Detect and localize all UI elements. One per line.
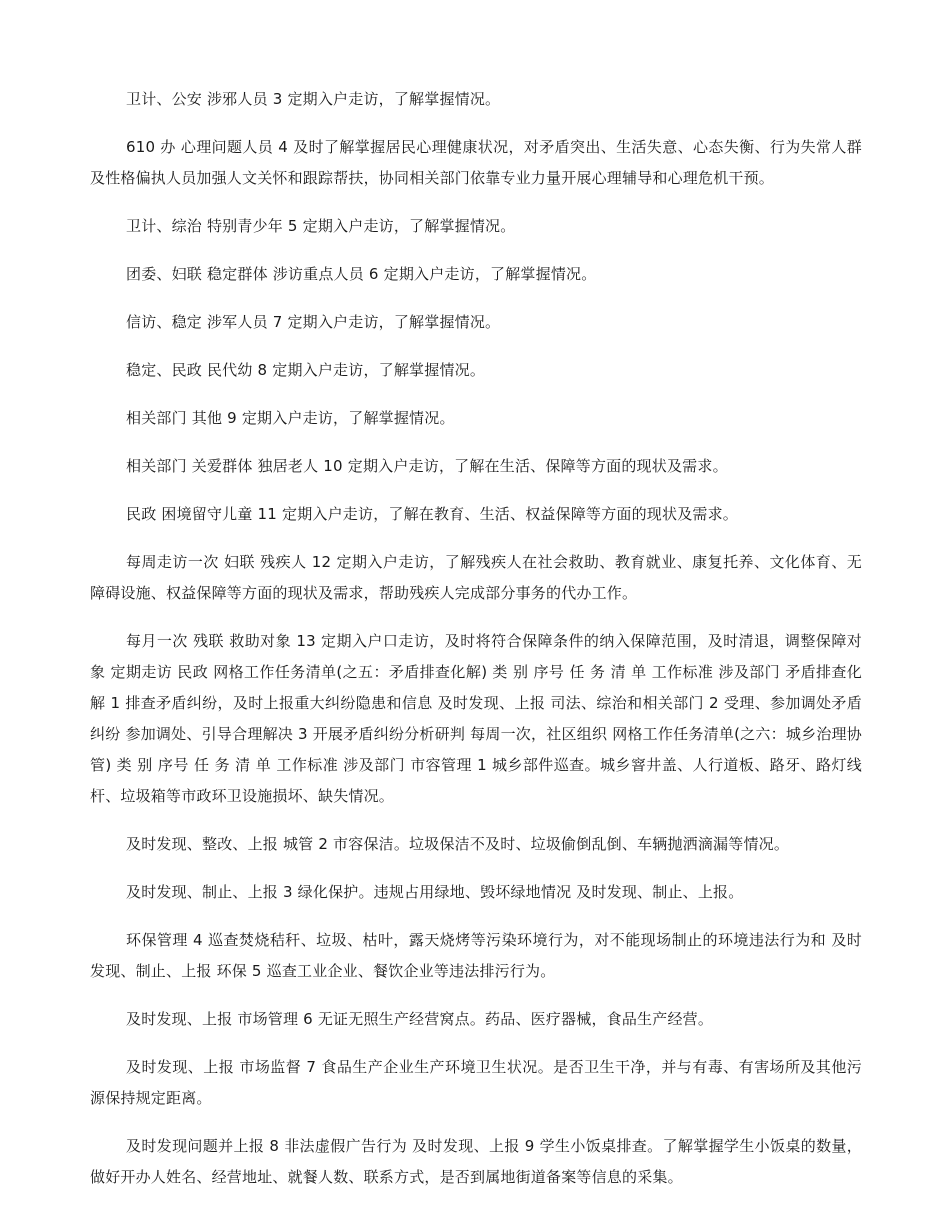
paragraph: 及时发现、上报 市场管理 6 无证无照生产经营窝点。药品、医疗器械，食品生产经营。 [126,1010,714,1028]
paragraph: 民政 困境留守儿童 11 定期入户走访，了解在教育、生活、权益保障等方面的现状及需求。 [126,505,738,523]
paragraph: 及时发现、上报 市场监督 7 食品生产企业生产环境卫生状况。是否卫生干净，并与有毒、有害场所及其他污源保持规定距离。 [90,1058,862,1107]
paragraph: 卫计、公安 涉邪人员 3 定期入户走访，了解掌握情况。 [126,90,501,108]
paragraph: 信访、稳定 涉军人员 7 定期入户走访，了解掌握情况。 [126,313,501,331]
paragraph: 及时发现问题并上报 8 非法虚假广告行为 及时发现、上报 9 学生小饭桌排查。了解掌握学生小饭桌的数量，做好开办人姓名、经营地址、就餐人数、联系方式，是否到属地街道备案等信息的采集。 [90,1137,862,1186]
paragraph: 610 办 心理问题人员 4 及时了解掌握居民心理健康状况，对矛盾突出、生活失意、心态失衡、行为失常人群及性格偏执人员加强人文关怀和跟踪帮扶，协同相关部门依靠专业力量开展心理辅导和心理危机干预。 [90,138,862,187]
paragraph: 环保管理 4 巡查焚烧秸秆、垃圾、枯叶，露天烧烤等污染环境行为，对不能现场制止的环境违法行为和 及时发现、制止、上报 环保 5 巡查工业企业、餐饮企业等违法排污行为。 [90,931,862,980]
paragraph: 相关部门 其他 9 定期入户走访，了解掌握情况。 [126,409,455,427]
paragraph: 每周走访一次 妇联 残疾人 12 定期入户走访，了解残疾人在社会救助、教育就业、康复托养、文化体育、无障碍设施、权益保障等方面的现状及需求，帮助残疾人完成部分事务的代办工作。 [90,553,862,602]
paragraph: 及时发现、制止、上报 3 绿化保护。违规占用绿地、毁坏绿地情况 及时发现、制止、上报。 [126,883,744,901]
paragraph: 团委、妇联 稳定群体 涉访重点人员 6 定期入户走访，了解掌握情况。 [126,265,597,283]
paragraph: 每月一次 残联 救助对象 13 定期入户口走访，及时将符合保障条件的纳入保障范围，及时清退，调整保障对象 定期走访 民政 网格工作任务清单(之五：矛盾排查化解) 类 别 序号 任 务 清 单 工作标准 涉及部门 矛盾排查化解 1 排查矛盾纠纷，及时上报重大纠纷隐患和信息 及时发现、上报 司法、综治和相关部门 2 受理、参加调处矛盾纠纷 参加调处、引导合理解决 3 开展矛盾纠纷分析研判 每周一次，社区组织 网格工作任务清单(之六：城乡治理协管) 类 别 序号 任 务 清 单 工作标准 涉及部门 市容管理 1 城乡部件巡查。城乡窨井盖、人行道板、路牙、路灯线杆、垃圾箱等市政环卫设施损坏、缺失情况。 [90,632,862,805]
paragraph: 相关部门 关爱群体 独居老人 10 定期入户走访，了解在生活、保障等方面的现状及需求。 [126,457,728,475]
paragraph: 稳定、民政 民代幼 8 定期入户走访，了解掌握情况。 [126,361,486,379]
paragraph: 及时发现、整改、上报 城管 2 市容保洁。垃圾保洁不及时、垃圾偷倒乱倒、车辆抛洒滴漏等情况。 [126,835,790,853]
paragraph: 卫计、综治 特别青少年 5 定期入户走访，了解掌握情况。 [126,217,516,235]
document-body [90,84,862,1210]
